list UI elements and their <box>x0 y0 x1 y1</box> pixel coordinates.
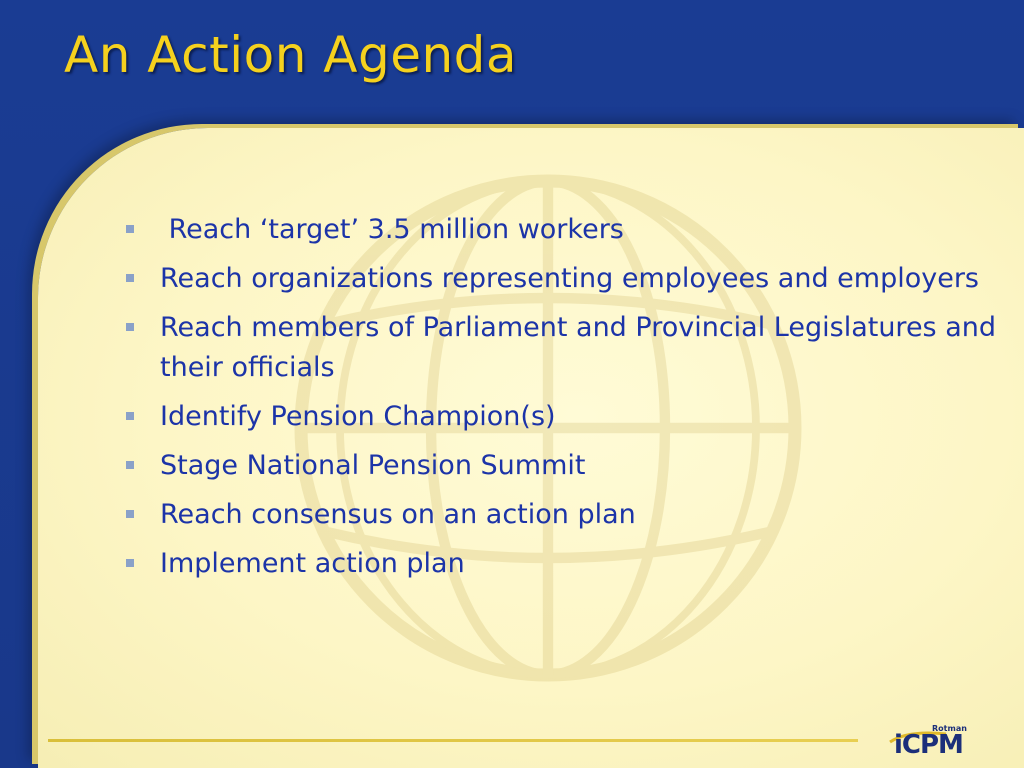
bullet-text: Implement action plan <box>160 548 465 579</box>
bullet-item <box>122 259 1002 299</box>
square-bullet-icon <box>126 323 134 331</box>
square-bullet-icon <box>126 559 134 567</box>
bullet-text: Reach ‘target’ 3.5 million workers <box>160 214 624 245</box>
square-bullet-icon <box>126 274 134 282</box>
bullet-list <box>122 210 1002 593</box>
bullet-text: Reach consensus on an action plan <box>160 499 636 530</box>
bullet-item <box>122 210 1002 250</box>
footer-rule <box>48 739 858 742</box>
bullet-text: Reach organizations representing employees and employers <box>160 263 979 294</box>
bullet-item <box>122 495 1002 535</box>
logo-rotman-text: Rotman <box>932 724 967 733</box>
square-bullet-icon <box>126 510 134 518</box>
bullet-item <box>122 308 1002 388</box>
square-bullet-icon <box>126 461 134 469</box>
bullet-item <box>122 397 1002 437</box>
icpm-logo <box>888 724 988 764</box>
logo-icpm-text: iCPM <box>894 730 963 760</box>
square-bullet-icon <box>126 412 134 420</box>
bullet-text: Reach members of Parliament and Provincial Legislatures and their officials <box>160 312 996 383</box>
slide-title: An Action Agenda <box>64 26 518 84</box>
bullet-text: Identify Pension Champion(s) <box>160 401 556 432</box>
bullet-text: Stage National Pension Summit <box>160 450 586 481</box>
bullet-item <box>122 446 1002 486</box>
square-bullet-icon <box>126 225 134 233</box>
bullet-item <box>122 544 1002 584</box>
